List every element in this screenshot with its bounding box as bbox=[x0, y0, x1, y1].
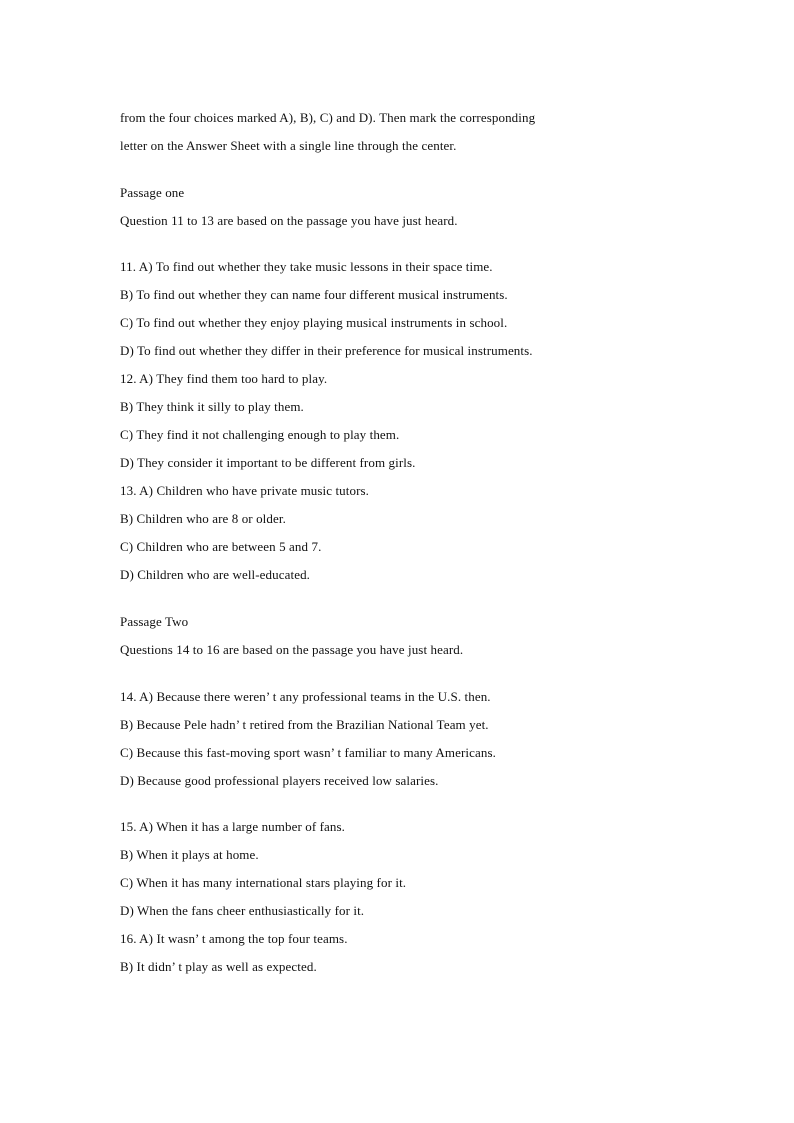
question-13-option-a: 13. A) Children who have private music tutors. bbox=[120, 483, 370, 498]
question-13-option-d: D) Children who are well-educated. bbox=[120, 567, 311, 582]
question-16-option-b: B) It didn’ t play as well as expected. bbox=[120, 959, 317, 974]
question-11-option-c: C) To find out whether they enjoy playing musical instruments in school. bbox=[120, 315, 508, 330]
question-14-option-d: D) Because good professional players received low salaries. bbox=[120, 773, 439, 788]
question-13-option-b: B) Children who are 8 or older. bbox=[120, 511, 286, 526]
question-14-option-b: B) Because Pele hadn’ t retired from the Brazilian National Team yet. bbox=[120, 717, 489, 732]
passage-two-intro: Questions 14 to 16 are based on the passage you have just heard. bbox=[120, 642, 464, 657]
question-11-option-b: B) To find out whether they can name four different musical instruments. bbox=[120, 287, 508, 302]
passage-one-title: Passage one bbox=[120, 185, 185, 200]
question-15-option-d: D) When the fans cheer enthusiastically for it. bbox=[120, 903, 365, 918]
question-14-option-a: 14. A) Because there weren’ t any professional teams in the U.S. then. bbox=[120, 689, 491, 704]
question-11-option-d: D) To find out whether they differ in their preference for musical instruments. bbox=[120, 343, 533, 358]
question-12-option-b: B) They think it silly to play them. bbox=[120, 399, 304, 414]
instruction-line: from the four choices marked A), B), C) and D). Then mark the corresponding bbox=[120, 110, 536, 125]
question-14-option-c: C) Because this fast-moving sport wasn’ t familiar to many Americans. bbox=[120, 745, 496, 760]
question-13-option-c: C) Children who are between 5 and 7. bbox=[120, 539, 322, 554]
question-11-option-a: 11. A) To find out whether they take music lessons in their space time. bbox=[120, 259, 493, 274]
instruction-line: letter on the Answer Sheet with a single line through the center. bbox=[120, 138, 457, 153]
question-15-option-c: C) When it has many international stars playing for it. bbox=[120, 875, 407, 890]
question-16-option-a: 16. A) It wasn’ t among the top four teams. bbox=[120, 931, 348, 946]
question-12-option-d: D) They consider it important to be different from girls. bbox=[120, 455, 416, 470]
question-15-option-b: B) When it plays at home. bbox=[120, 847, 259, 862]
passage-two-title: Passage Two bbox=[120, 614, 189, 629]
passage-one-intro: Question 11 to 13 are based on the passage you have just heard. bbox=[120, 213, 458, 228]
question-12-option-c: C) They find it not challenging enough to play them. bbox=[120, 427, 400, 442]
question-15-option-a: 15. A) When it has a large number of fans. bbox=[120, 819, 346, 834]
question-12-option-a: 12. A) They find them too hard to play. bbox=[120, 371, 328, 386]
